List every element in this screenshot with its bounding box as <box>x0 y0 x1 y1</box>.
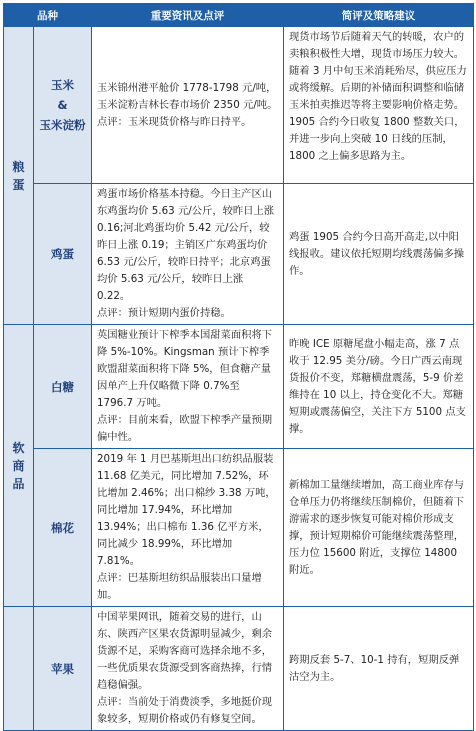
table-row-apple <box>4 607 474 731</box>
table-row-cotton <box>4 449 474 607</box>
header-strategy: 简评及策略建议 <box>284 4 474 27</box>
category-label: 软商品 <box>12 440 25 491</box>
commodity-table <box>3 3 474 731</box>
news-comment: 点评：巴基斯坦纺织品服装出口量增加。 <box>97 572 262 601</box>
variety-name-line: 苹果 <box>51 661 74 676</box>
news-comment: 点评：目前来看，欧盟下榨季产量预期偏中性。 <box>97 414 273 443</box>
news-text: 中国苹果网讯，随着交易的进行，山东、陕西产区果农货源明显减少，剩余货源不足，采购客商可选择余地不多，一些优质果农货源受到客商热捧，行情趋稳偏强。 <box>97 611 273 691</box>
variety-sugar <box>34 325 92 449</box>
news-comment: 点评：当前处于消费淡季，多地挺价现象较多，短期价格或仍有修复空间。 <box>97 696 273 725</box>
variety-name-line: 玉米淀粉 <box>39 118 86 132</box>
header-variety: 品种 <box>4 4 92 27</box>
strategy-sugar <box>284 325 474 449</box>
strategy-text: 现货市场节后随着天气的转暖，农户的卖粮积极性大增，现货市场压力较大。随着 3 月中旬玉米消耗殆尽，供应压力或将缓解。后期的补储面积调整和临储玉米拍卖推迟等将主要影响价格走势。1905 合约今日收复 1800 整数关口，并进一步向上突破 10 日线的压制，1800 之上偏多思路为主。 <box>289 31 467 162</box>
news-cotton <box>92 449 284 607</box>
category-label: 粮蛋 <box>12 159 25 192</box>
variety-name-line: 玉米 <box>51 78 74 92</box>
variety-name-line: 棉花 <box>51 520 74 535</box>
header-row <box>4 4 474 27</box>
variety-egg <box>34 184 92 325</box>
news-egg <box>92 184 284 325</box>
variety-cotton <box>34 449 92 607</box>
news-text: 英国糖业预计下榨季本国甜菜面积将下降 5%-10%。Kingsman 预计下榨季欧盟甜菜面积将下降 5%，但食糖产量因单产上升仅略微下降 0.7%至 1796.7 万吨。 <box>97 329 273 409</box>
variety-name-line: & <box>57 98 68 112</box>
news-text: 鸡蛋市场价格基本持稳。今日主产区山东鸡蛋均价 5.63 元/公斤，较昨日上涨 0.16;河北鸡蛋均价 5.42 元/公斤，较昨日上涨 0.19；主销区广东鸡蛋均价 6.53 元/公斤，较昨日持平；北京鸡蛋均价 5.63 元/公斤，较昨日上涨 0.22。 <box>97 188 275 302</box>
variety-name-line: 白糖 <box>51 379 74 394</box>
strategy-egg <box>284 184 474 325</box>
strategy-text: 鸡蛋 1905 合约今日高开高走,以中阳线报收。建议依托短期均线震荡偏多操作。 <box>289 230 465 277</box>
news-comment: 点评：玉米现货价格与昨日持平。 <box>97 115 252 128</box>
category-grain-egg <box>4 27 34 325</box>
strategy-text: 新棉加工量继续增加，高工商业库存与仓单压力仍将继续压制棉价，但随着下游需求的逐步恢复可能对棉价形成支撑，预计短期棉价可能继续震荡整理，压力位 15600 附近，支撑位 14800 附近。 <box>289 478 465 576</box>
strategy-apple <box>284 607 474 731</box>
news-text: 2019 年 1 月巴基斯坦出口纺织品服装 11.68 亿美元，同比增加 7.52%，环比增加 2.46%；出口棉纱 3.38 万吨，同比增加 17.94%，环比增加 13.94%；出口棉布 1.36 亿平方米，同比减少 18.99%，环比增加 7.81%。 <box>97 453 276 567</box>
category-soft-commodities <box>4 325 34 607</box>
strategy-text: 昨晚 ICE 原糖尾盘小幅走高，涨 7 点收于 12.95 美分/磅。今日广西云南现货报价不变，郑糖横盘震荡，5-9 价差维持在 10 以上，持仓变化不大。郑糖短期或震荡偏空，关注下方 5100 点支撑。 <box>289 337 466 435</box>
news-text: 玉米锦州港平舱价 1778-1798 元/吨，玉米淀粉吉林长春市场价 2350 元/吨。 <box>97 81 278 111</box>
news-comment: 点评：预计短期内蛋价持稳。 <box>97 307 231 319</box>
news-corn <box>92 27 284 184</box>
variety-apple <box>34 607 92 731</box>
variety-corn <box>34 27 92 184</box>
category-apple <box>4 607 34 731</box>
strategy-corn <box>284 27 474 184</box>
news-sugar <box>92 325 284 449</box>
variety-name-line: 鸡蛋 <box>51 247 74 261</box>
news-apple <box>92 607 284 731</box>
strategy-text: 跨期反套 5-7、10-1 持有，短期反弹沽空为主。 <box>289 653 460 683</box>
table-row-egg <box>4 184 474 325</box>
table-row-sugar <box>4 325 474 449</box>
table-row-corn <box>4 27 474 184</box>
strategy-cotton <box>284 449 474 607</box>
header-news: 重要资讯及点评 <box>92 4 284 27</box>
